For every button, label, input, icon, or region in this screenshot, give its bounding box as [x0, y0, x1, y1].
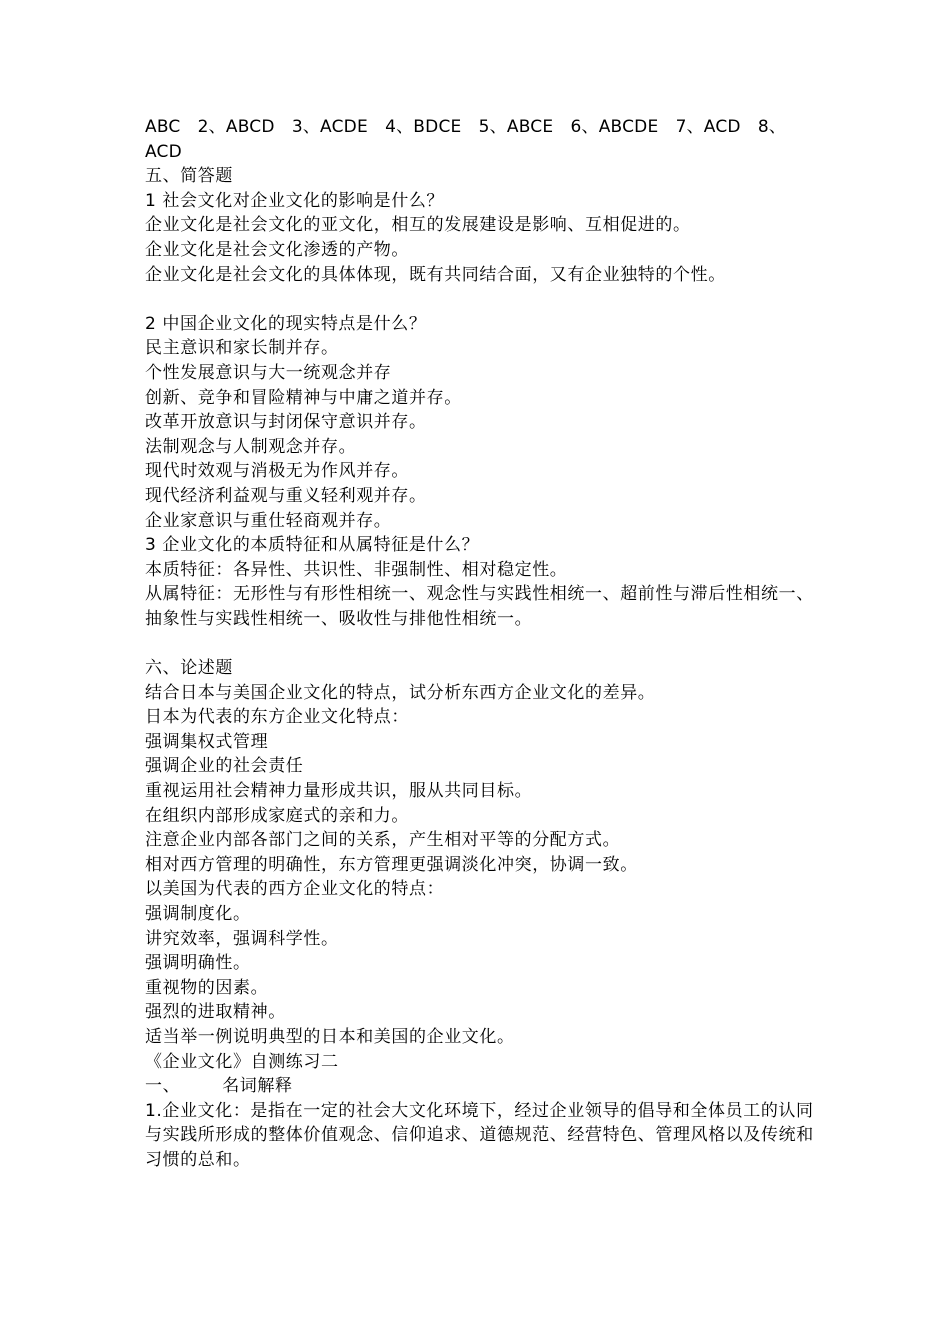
section-heading-short-answer: 五、简答题 [145, 166, 233, 187]
east-heading: 日本为代表的东方企业文化特点： [145, 707, 409, 728]
section-heading-essay: 六、论述题 [145, 658, 233, 679]
blank-line [145, 287, 815, 312]
answer-line: 企业家意识与重仕轻商观并存。 [145, 510, 392, 531]
west-item: 重视物的因素。 [145, 977, 269, 998]
west-item: 强调制度化。 [145, 904, 251, 924]
definition-paragraph: 1.企业文化：是指在一定的社会大文化环境下，经过企业领导的倡导和全体员工的认同与实践所形成的整体价值观念、信仰追求、道德规范、经营特色、管理风格以及传统和习惯的总和。 [145, 1100, 814, 1170]
answer-line: 现代经济利益观与重义轻利观并存。 [145, 485, 427, 506]
answer-line: 企业文化是社会文化渗透的产物。 [145, 239, 409, 260]
answer-line: 民主意识和家长制并存。 [145, 338, 339, 359]
answer-paragraph: 从属特征：无形性与有形性相统一、观念性与实践性相统一、超前性与滞后性相统一、抽象性与实践性相统一、吸收性与排他性相统一。 [145, 584, 814, 629]
sub-heading-number: 一、 [145, 1076, 181, 1097]
answer-line: 改革开放意识与封闭保守意识并存。 [145, 412, 427, 433]
east-item: 在组织内部形成家庭式的亲和力。 [145, 805, 409, 826]
west-item: 强烈的进取精神。 [145, 1002, 286, 1023]
question-1: 1 社会文化对企业文化的影响是什么？ [145, 190, 445, 211]
blank-line [145, 631, 815, 656]
answer-line: 法制观念与人制观念并存。 [145, 436, 357, 457]
west-item: 讲究效率，强调科学性。 [145, 928, 339, 949]
answer-line: 企业文化是社会文化的具体体现，既有共同结合面，又有企业独特的个性。 [145, 264, 726, 285]
sub-heading-text: 名词解释 [222, 1076, 293, 1097]
essay-question: 结合日本与美国企业文化的特点，试分析东西方企业文化的差异。 [145, 682, 656, 703]
answer-line: 现代时效观与消极无为作风并存。 [145, 461, 409, 482]
east-item: 相对西方管理的明确性，东方管理更强调淡化冲突，协调一致。 [145, 854, 638, 875]
west-heading: 以美国为代表的西方企业文化的特点： [145, 879, 445, 900]
question-2: 2 中国企业文化的现实特点是什么？ [145, 313, 427, 334]
answer-key: ABC 2、ABCD 3、ACDE 4、BDCE 5、ABCE 6、ABCDE 7、ACD 8、ACD [145, 117, 787, 162]
answer-line: 创新、竞争和冒险精神与中庸之道并存。 [145, 387, 462, 408]
west-item: 强调明确性。 [145, 953, 251, 974]
east-item: 强调集权式管理 [145, 731, 269, 752]
answer-line: 个性发展意识与大一统观念并存 [145, 362, 392, 383]
exercise-title: 《企业文化》自测练习二 [145, 1051, 339, 1072]
east-item: 注意企业内部各部门之间的关系，产生相对平等的分配方式。 [145, 830, 621, 851]
answer-line: 企业文化是社会文化的亚文化，相互的发展建设是影响、互相促进的。 [145, 215, 691, 236]
answer-line: 本质特征：各异性、共识性、非强制性、相对稳定性。 [145, 559, 568, 580]
essay-closing: 适当举一例说明典型的日本和美国的企业文化。 [145, 1026, 515, 1047]
question-3: 3 企业文化的本质特征和从属特征是什么？ [145, 535, 480, 556]
document-body [145, 115, 815, 1173]
east-item: 强调企业的社会责任 [145, 756, 304, 777]
east-item: 重视运用社会精神力量形成共识，服从共同目标。 [145, 781, 533, 802]
exercise-sub-heading [145, 1074, 815, 1099]
